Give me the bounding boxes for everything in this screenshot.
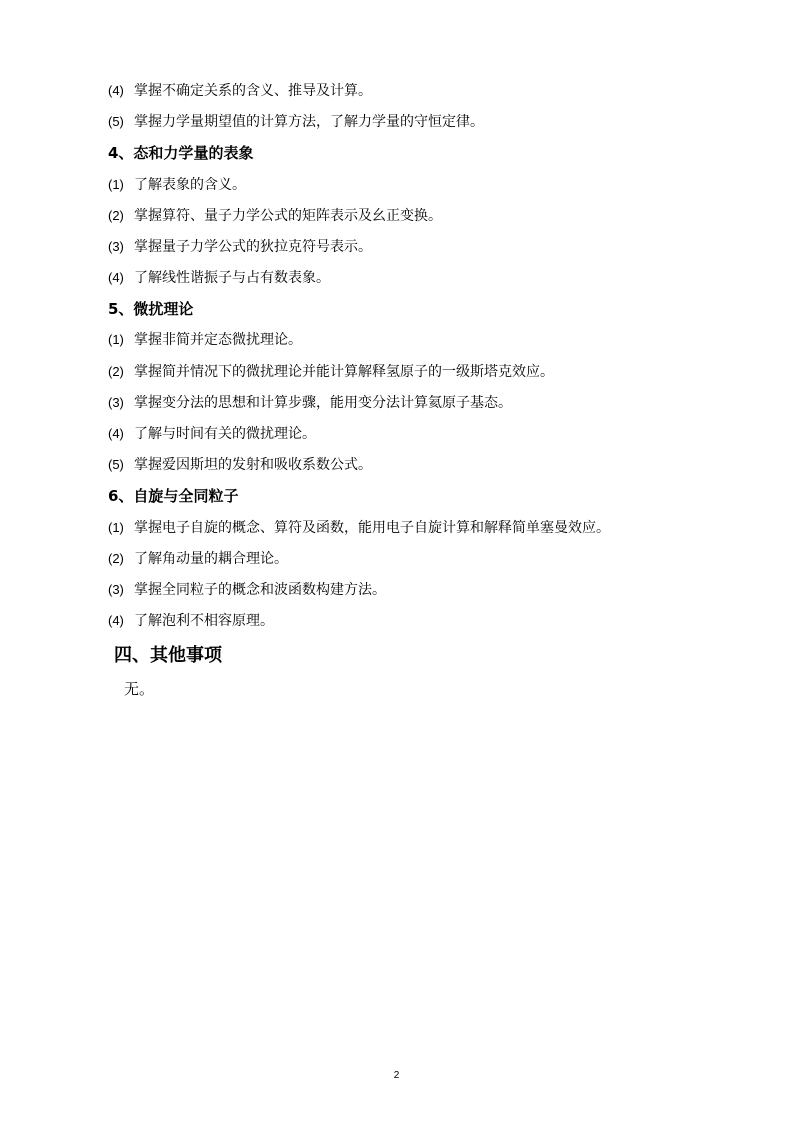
item-text: 掌握量子力学公式的狄拉克符号表示。 xyxy=(134,239,372,255)
item-number: (2) xyxy=(108,208,124,223)
item-number: (3) xyxy=(108,582,124,597)
item-number: (4) xyxy=(108,83,124,98)
list-item xyxy=(108,549,288,569)
item-number: (2) xyxy=(108,364,124,379)
item-text: 了解线性谐振子与占有数表象。 xyxy=(134,270,330,286)
item-number: (4) xyxy=(108,270,124,285)
item-text: 掌握力学量期望值的计算方法，了解力学量的守恒定律。 xyxy=(134,114,484,130)
item-text: 掌握爱因斯坦的发射和吸收系数公式。 xyxy=(134,457,372,473)
item-number: (1) xyxy=(108,332,124,347)
item-number: (3) xyxy=(108,395,124,410)
item-text: 掌握电子自旋的概念、算符及函数，能用电子自旋计算和解释简单塞曼效应。 xyxy=(134,520,610,536)
item-text: 了解表象的含义。 xyxy=(134,177,246,193)
list-item xyxy=(108,580,386,600)
item-number: (1) xyxy=(108,520,124,535)
list-item xyxy=(108,518,610,538)
section-body: 无。 xyxy=(124,680,155,698)
item-number: (1) xyxy=(108,177,124,192)
list-item xyxy=(108,455,372,475)
list-item xyxy=(108,237,372,257)
subsection-heading-5: 5、微扰理论 xyxy=(108,300,194,318)
item-number: (5) xyxy=(108,457,124,472)
item-text: 掌握算符、量子力学公式的矩阵表示及幺正变换。 xyxy=(134,208,442,224)
list-item xyxy=(108,393,512,413)
item-text: 掌握非简并定态微扰理论。 xyxy=(134,332,302,348)
item-number: (2) xyxy=(108,551,124,566)
page-number: 2 xyxy=(393,1070,400,1081)
list-item xyxy=(108,611,274,631)
item-text: 掌握不确定关系的含义、推导及计算。 xyxy=(134,83,372,99)
item-number: (3) xyxy=(108,239,124,254)
item-text: 了解角动量的耦合理论。 xyxy=(134,551,288,567)
item-text: 了解与时间有关的微扰理论。 xyxy=(134,426,316,442)
item-number: (4) xyxy=(108,613,124,628)
section-heading: 四、其他事项 xyxy=(114,645,222,666)
list-item xyxy=(108,424,316,444)
list-item xyxy=(108,268,330,288)
list-item xyxy=(108,112,484,132)
list-item xyxy=(108,330,302,350)
list-item xyxy=(108,175,246,195)
item-text: 了解泡利不相容原理。 xyxy=(134,613,274,629)
subsection-heading-6: 6、自旋与全同粒子 xyxy=(108,487,239,505)
item-text: 掌握全同粒子的概念和波函数构建方法。 xyxy=(134,582,386,598)
list-item xyxy=(108,206,442,226)
item-number: (4) xyxy=(108,426,124,441)
item-text: 掌握变分法的思想和计算步骤，能用变分法计算氦原子基态。 xyxy=(134,395,512,411)
item-number: (5) xyxy=(108,114,124,129)
list-item xyxy=(108,81,372,101)
list-item xyxy=(108,362,554,382)
subsection-heading-4: 4、态和力学量的表象 xyxy=(108,144,254,162)
item-text: 掌握简并情况下的微扰理论并能计算解释氢原子的一级斯塔克效应。 xyxy=(134,364,554,380)
